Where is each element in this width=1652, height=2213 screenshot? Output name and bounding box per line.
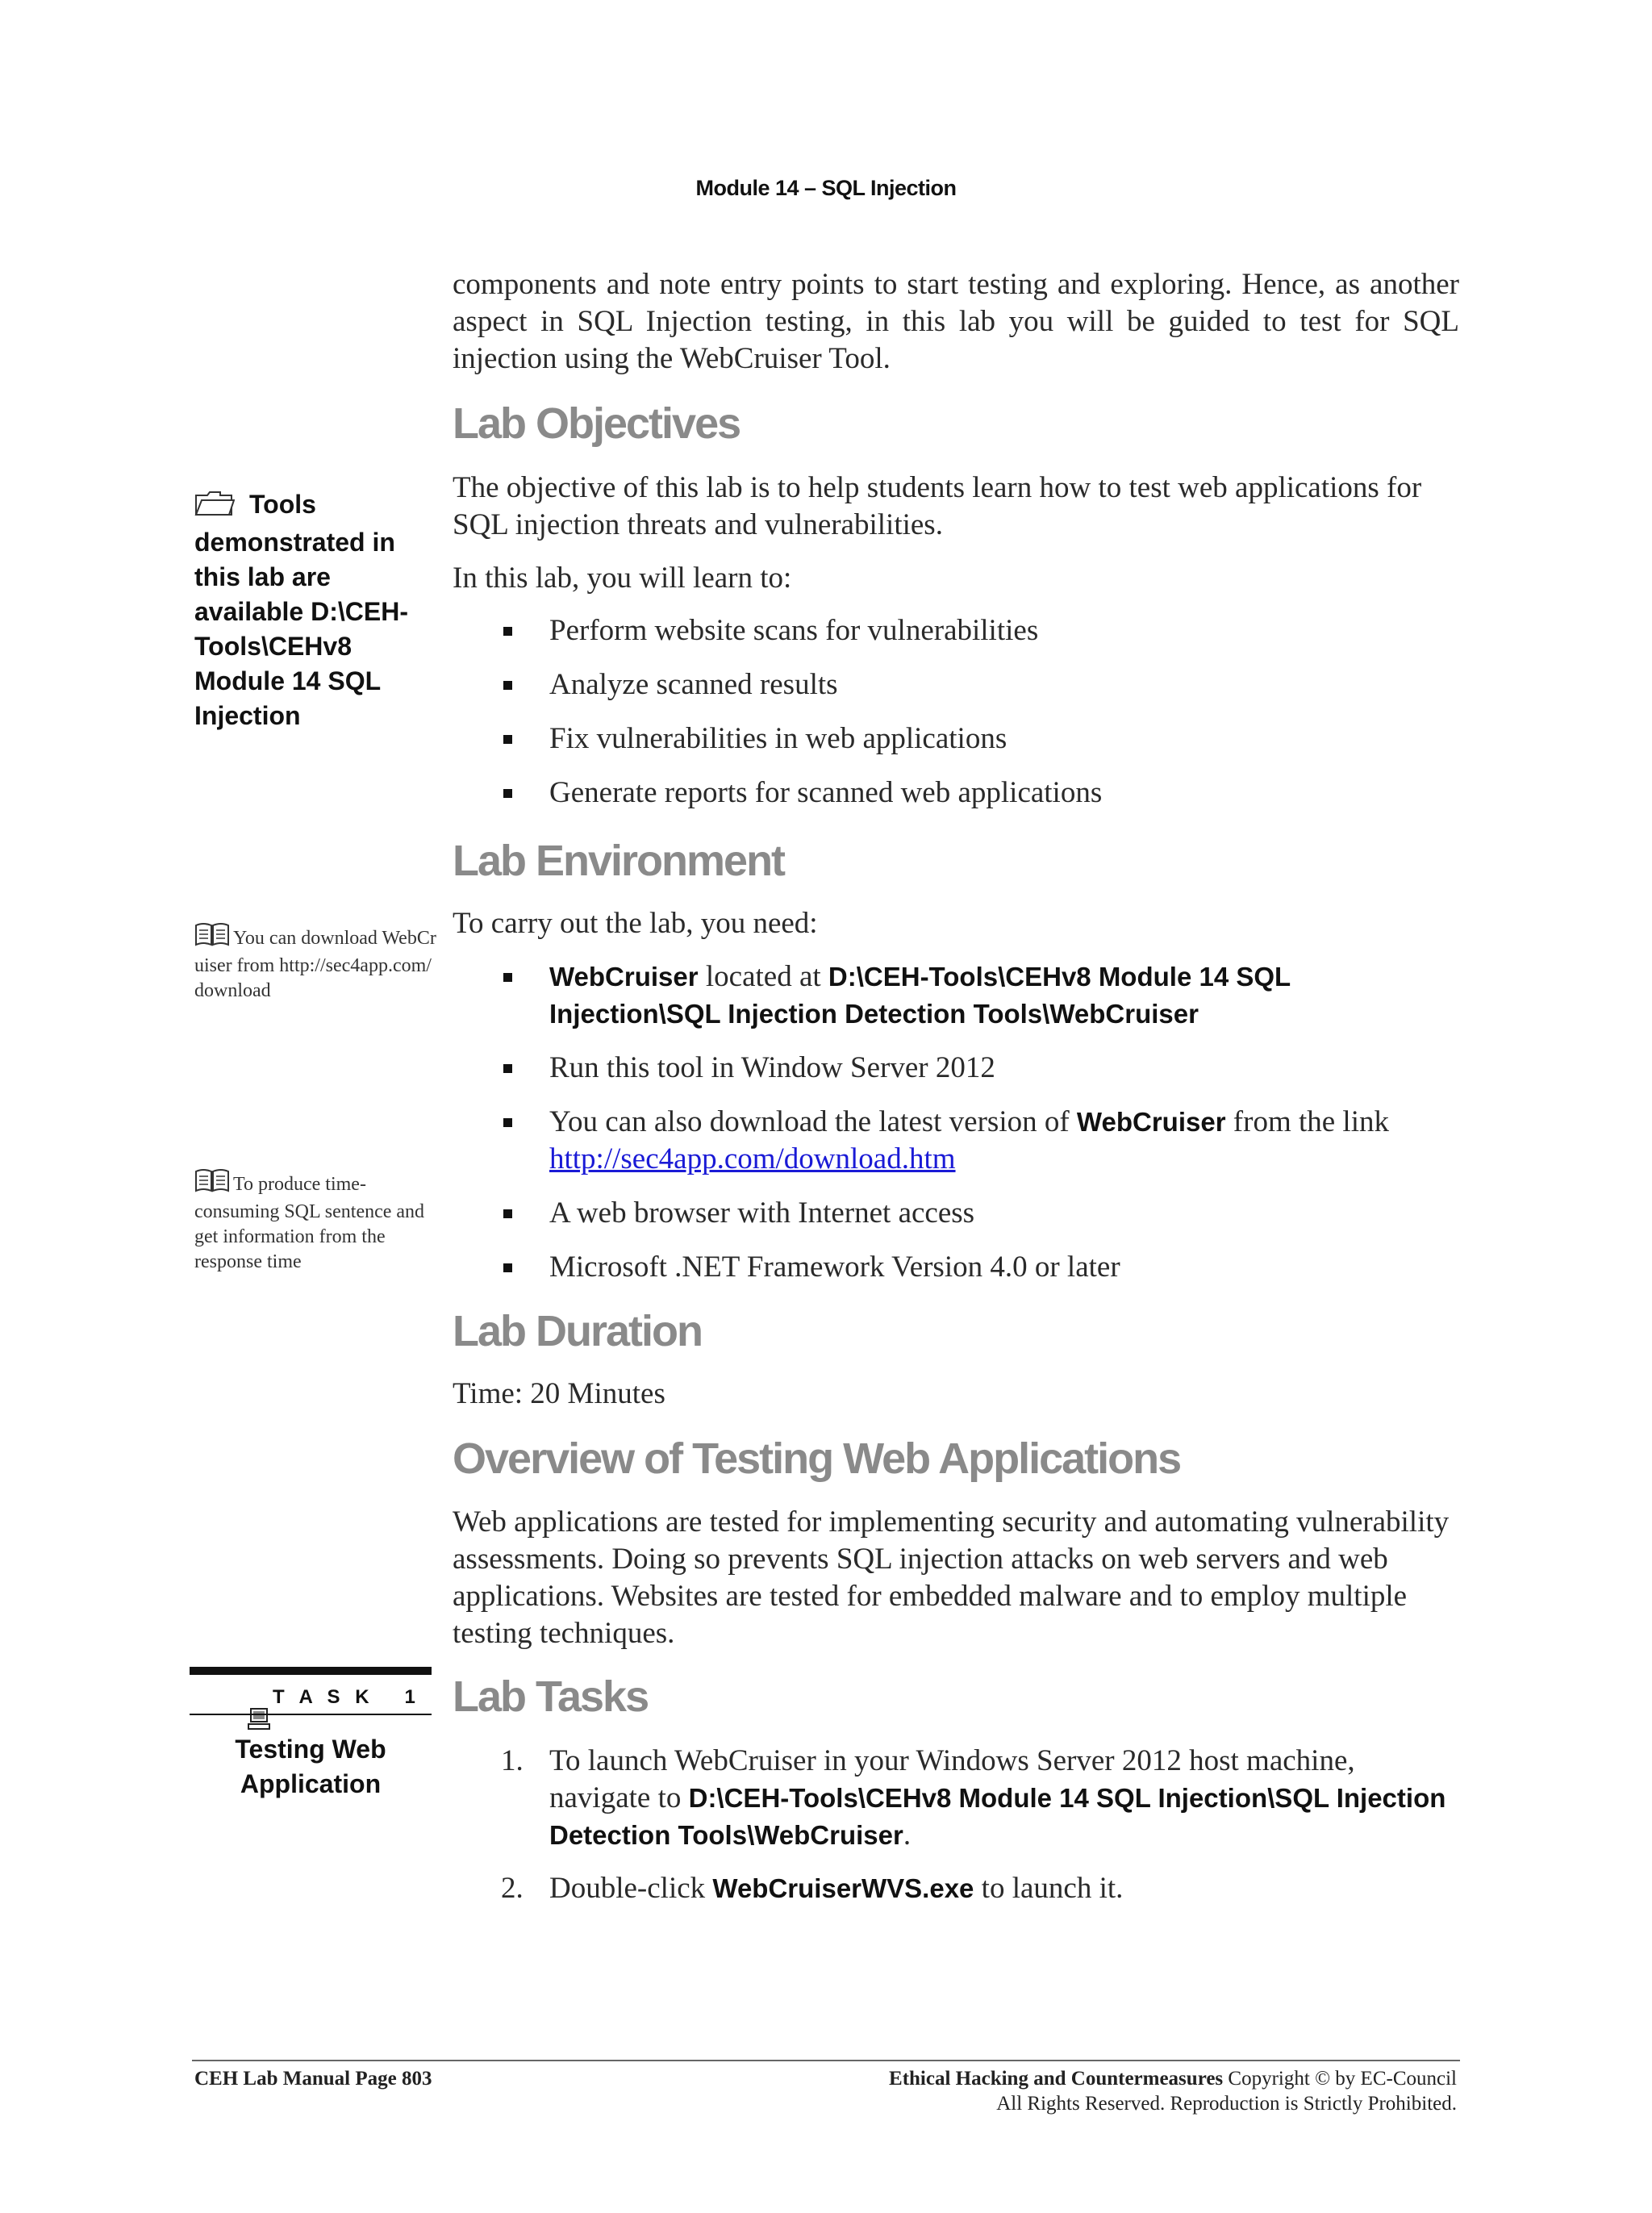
objectives-list <box>453 612 1459 812</box>
task-title: Testing Web Application <box>235 1735 386 1798</box>
duration-text: Time: 20 Minutes <box>453 1377 665 1410</box>
download-link[interactable]: http://sec4app.com/download.htm <box>549 1142 956 1175</box>
page-header: Module 14 – SQL Injection <box>695 176 957 200</box>
sidebar-download-note: You can download WebCruiser from http://sec4app.com/download <box>194 922 436 1004</box>
environment-heading: Lab Environment <box>453 837 785 885</box>
footer-rule <box>192 2060 1460 2061</box>
list-item: Run this tool in Window Server 2012 <box>453 1050 1461 1087</box>
list-item: 1. To launch WebCruiser in your Windows Server 2012 host machine, navigate to D:\CEH-Tools\CEHv8 Module 14 SQL Injection\SQL Injection Detection Tools\WebCruiser. <box>501 1744 1446 1852</box>
environment-lead: To carry out the lab, you need: <box>453 907 818 940</box>
overview-heading: Overview of Testing Web Applications <box>453 1434 1181 1483</box>
footer-right: Ethical Hacking and Countermeasures Copyright © by EC-Council All Rights Reserved. Reproduction is Strictly Prohibited. <box>889 2068 1457 2115</box>
folder-icon <box>194 491 235 525</box>
list-item: Perform website scans for vulnerabilities <box>453 612 1459 649</box>
list-item: You can also download the latest version of WebCruiser from the link http://sec4app.com/download.htm <box>453 1104 1461 1178</box>
duration-heading: Lab Duration <box>453 1307 702 1355</box>
objectives-lead: In this lab, you will learn to: <box>453 562 792 595</box>
book-icon <box>194 922 230 954</box>
list-item: 2. Double-click WebCruiserWVS.exe to launch it. <box>501 1872 1124 1905</box>
list-item: Microsoft .NET Framework Version 4.0 or later <box>453 1249 1461 1286</box>
overview-paragraph: Web applications are tested for implementing security and automating vulnerability assessments. Doing so prevents SQL injection attacks on web servers and web applications. Websites are tested for embedded malware and to employ multiple testing techniques. <box>453 1505 1450 1650</box>
list-item: Analyze scanned results <box>453 666 1459 704</box>
book-icon <box>194 1168 230 1200</box>
objectives-paragraph: The objective of this lab is to help students learn how to test web applications for SQL injection threats and vulnerabilities. <box>453 471 1422 541</box>
list-item: WebCruiser located at D:\CEH-Tools\CEHv8 Module 14 SQL Injection\SQL Injection Detection Tools\WebCruiser <box>453 958 1461 1033</box>
tasks-list <box>453 1743 1461 1907</box>
list-item: Fix vulnerabilities in web applications <box>453 720 1459 758</box>
sidebar-time-note: To produce time-consuming SQL sentence and get information from the response time <box>194 1168 428 1275</box>
tasks-heading: Lab Tasks <box>453 1672 649 1721</box>
task-bottom-rule <box>190 1714 432 1715</box>
list-item: Generate reports for scanned web applications <box>453 775 1459 812</box>
environment-list <box>453 958 1461 1286</box>
task-top-rule <box>190 1667 432 1675</box>
sidebar-tools-note: Tools demonstrated in this lab are available D:\CEH-Tools\CEHv8 Module 14 SQL Injection <box>194 490 408 730</box>
list-item: A web browser with Internet access <box>453 1195 1461 1232</box>
footer-left: CEH Lab Manual Page 803 <box>194 2068 432 2090</box>
task-label: T A S K 1 <box>190 1685 432 1710</box>
intro-paragraph: components and note entry points to start testing and exploring. Hence, as another aspect in SQL Injection testing, in this lab you will be guided to test for SQL injection using the WebCruiser Tool. <box>453 268 1459 375</box>
objectives-heading: Lab Objectives <box>453 399 740 448</box>
